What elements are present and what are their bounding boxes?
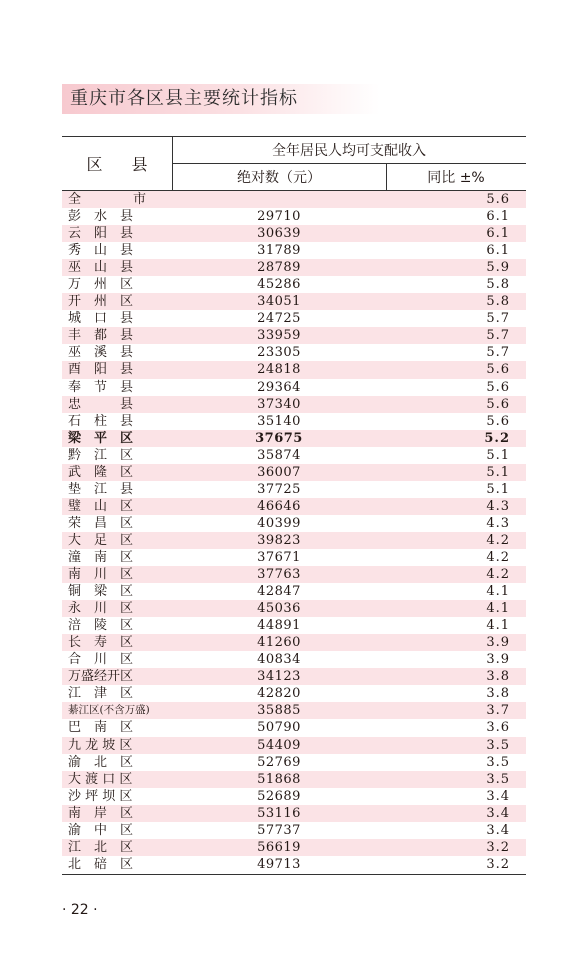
yoy-percent: 5.1 (486, 464, 510, 480)
region-name: 綦江区(不含万盛) (68, 704, 150, 717)
yoy-percent: 3.2 (486, 856, 510, 872)
region-name: 北 碚 区 (68, 856, 134, 872)
yoy-percent: 3.8 (486, 669, 510, 685)
table-row (62, 464, 526, 481)
region-name: 万 州 区 (68, 277, 134, 293)
table-row (62, 396, 526, 413)
yoy-percent: 3.5 (486, 771, 510, 787)
income-value: 40399 (257, 515, 301, 531)
table-row (62, 788, 526, 805)
table-body (62, 191, 526, 873)
income-value: 37725 (257, 481, 301, 497)
table-row (62, 498, 526, 515)
yoy-percent: 5.9 (486, 260, 510, 276)
region-name: 巫 山 县 (68, 260, 134, 276)
table-row (62, 208, 526, 225)
income-value: 39823 (257, 532, 301, 548)
income-value: 30639 (257, 226, 301, 242)
income-value: 35140 (257, 413, 301, 429)
region-name: 潼 南 区 (68, 549, 134, 565)
yoy-percent: 3.5 (486, 737, 510, 753)
income-value: 50790 (257, 720, 301, 736)
income-value: 52769 (257, 754, 301, 770)
region-name: 合 川 区 (68, 652, 134, 668)
yoy-percent: 3.5 (486, 754, 510, 770)
table-row (62, 447, 526, 464)
yoy-percent: 4.2 (486, 549, 510, 565)
table-header (62, 136, 526, 190)
region-name: 南 川 区 (68, 567, 134, 583)
table-row (62, 327, 526, 344)
region-name: 武 隆 区 (68, 464, 134, 480)
yoy-percent: 5.6 (486, 396, 510, 412)
income-value: 34123 (257, 669, 301, 685)
yoy-percent: 3.7 (486, 703, 510, 719)
region-name: 奉 节 县 (68, 379, 134, 395)
income-value: 56619 (257, 839, 301, 855)
income-value: 37671 (257, 549, 301, 565)
income-value: 29710 (257, 209, 301, 225)
table-row (62, 259, 526, 276)
region-name: 巫 溪 县 (68, 345, 134, 361)
table-row (62, 737, 526, 754)
yoy-percent: 5.8 (486, 294, 510, 310)
yoy-percent: 3.9 (486, 652, 510, 668)
yoy-percent: 5.6 (486, 192, 510, 207)
table-row (62, 651, 526, 668)
income-value: 44891 (257, 618, 301, 634)
table-row (62, 719, 526, 736)
income-value: 37340 (257, 396, 301, 412)
table-row (62, 549, 526, 566)
yoy-percent: 3.2 (486, 839, 510, 855)
yoy-percent: 4.2 (486, 532, 510, 548)
yoy-percent: 4.2 (486, 567, 510, 583)
income-value: 37675 (255, 430, 303, 446)
table-row (62, 532, 526, 549)
income-value: 31789 (257, 243, 301, 259)
income-value: 41260 (257, 635, 301, 651)
yoy-percent: 6.1 (486, 226, 510, 242)
yoy-percent: 5.1 (486, 481, 510, 497)
region-name: 荣 昌 区 (68, 515, 134, 531)
income-value: 45286 (257, 277, 301, 293)
table-row (62, 856, 526, 873)
yoy-percent: 4.3 (486, 498, 510, 514)
table-row (62, 702, 526, 719)
header-absolute: 绝对数（元） (237, 169, 321, 186)
region-name: 九 龙 坡 区 (68, 737, 133, 753)
income-value: 33959 (257, 328, 301, 344)
region-name: 铜 梁 区 (68, 584, 134, 600)
income-value: 54409 (257, 737, 301, 753)
region-name: 江 津 区 (68, 686, 134, 702)
income-value: 28789 (257, 260, 301, 276)
region-name: 黔 江 区 (68, 447, 134, 463)
table-row (62, 771, 526, 788)
table-row (62, 225, 526, 242)
yoy-percent: 4.1 (486, 584, 510, 600)
income-value: 42820 (257, 686, 301, 702)
table-row (62, 361, 526, 378)
table-row (62, 430, 526, 447)
yoy-percent: 4.1 (486, 601, 510, 617)
yoy-percent: 5.8 (486, 277, 510, 293)
income-value: 52689 (257, 788, 301, 804)
region-name: 永 川 区 (68, 601, 134, 617)
table-row (62, 600, 526, 617)
yoy-percent: 3.8 (486, 686, 510, 702)
table-row (62, 191, 526, 208)
region-name: 江 北 区 (68, 839, 134, 855)
table-row (62, 566, 526, 583)
region-name: 秀 山 县 (68, 243, 134, 259)
table-row (62, 293, 526, 310)
income-value: 35885 (257, 703, 301, 719)
yoy-percent: 5.2 (484, 430, 510, 446)
table-row (62, 668, 526, 685)
yoy-percent: 5.7 (486, 311, 510, 327)
region-name: 忠 县 (68, 396, 134, 412)
region-name: 大 足 区 (68, 532, 134, 548)
yoy-percent: 3.4 (486, 822, 510, 838)
income-value: 29364 (257, 379, 301, 395)
table-row (62, 481, 526, 498)
region-name: 南 岸 区 (68, 805, 134, 821)
income-value: 35874 (257, 447, 301, 463)
table-row (62, 685, 526, 702)
yoy-percent: 3.4 (486, 788, 510, 804)
region-name: 万盛经开区 (68, 669, 134, 685)
yoy-percent: 5.7 (486, 345, 510, 361)
income-value: 34051 (257, 294, 301, 310)
income-value: 42847 (257, 584, 301, 600)
region-name: 巴 南 区 (68, 720, 134, 736)
table-row (62, 344, 526, 361)
table-row (62, 617, 526, 634)
table-row (62, 822, 526, 839)
region-name: 璧 山 区 (68, 498, 134, 514)
region-name: 涪 陵 区 (68, 618, 134, 634)
header-income: 全年居民人均可支配收入 (272, 142, 426, 159)
yoy-percent: 4.3 (486, 515, 510, 531)
yoy-percent: 4.1 (486, 618, 510, 634)
table-row (62, 583, 526, 600)
yoy-percent: 6.1 (486, 209, 510, 225)
region-name: 云 阳 县 (68, 226, 134, 242)
income-value: 37763 (257, 567, 301, 583)
region-name: 垫 江 县 (68, 481, 134, 497)
income-value: 49713 (257, 856, 301, 872)
table-row (62, 276, 526, 293)
table-row (62, 805, 526, 822)
table-row (62, 379, 526, 396)
region-name: 全 市 (68, 192, 147, 207)
header-yoy: 同比 ±% (427, 169, 485, 186)
table-row (62, 413, 526, 430)
yoy-percent: 5.1 (486, 447, 510, 463)
table-row (62, 242, 526, 259)
table-row (62, 515, 526, 532)
income-value: 40834 (257, 652, 301, 668)
table-row (62, 634, 526, 651)
income-value: 46646 (257, 498, 301, 514)
income-value: 45036 (257, 601, 301, 617)
region-name: 沙 坪 坝 区 (68, 788, 133, 804)
yoy-percent: 5.6 (486, 362, 510, 378)
yoy-percent: 6.1 (486, 243, 510, 259)
page-number: · 22 · (62, 902, 98, 918)
table-bottom-rule (62, 874, 526, 875)
region-name: 石 柱 县 (68, 413, 134, 429)
table-row (62, 754, 526, 771)
table-row (62, 839, 526, 856)
region-name: 丰 都 县 (68, 328, 134, 344)
income-value: 57737 (257, 822, 301, 838)
region-name: 长 寿 区 (68, 635, 134, 651)
region-name: 城 口 县 (68, 311, 134, 327)
income-value: 53116 (257, 805, 301, 821)
yoy-percent: 5.6 (486, 413, 510, 429)
yoy-percent: 3.4 (486, 805, 510, 821)
income-value: 36007 (257, 464, 301, 480)
region-name: 开 州 区 (68, 294, 134, 310)
region-name: 梁 平 区 (68, 430, 134, 446)
income-value: 24725 (257, 311, 301, 327)
region-name: 渝 北 区 (68, 754, 134, 770)
page-title: 重庆市各区县主要统计指标 (70, 88, 298, 109)
yoy-percent: 5.6 (486, 379, 510, 395)
region-name: 大 渡 口 区 (68, 771, 133, 787)
income-value: 51868 (257, 771, 301, 787)
header-region: 区 县 (86, 154, 160, 174)
table-row (62, 310, 526, 327)
yoy-percent: 3.9 (486, 635, 510, 651)
region-name: 渝 中 区 (68, 822, 134, 838)
yoy-percent: 3.6 (486, 720, 510, 736)
region-name: 彭 水 县 (68, 209, 134, 225)
region-name: 酉 阳 县 (68, 362, 134, 378)
yoy-percent: 5.7 (486, 328, 510, 344)
income-value: 23305 (257, 345, 301, 361)
income-value: 24818 (257, 362, 301, 378)
